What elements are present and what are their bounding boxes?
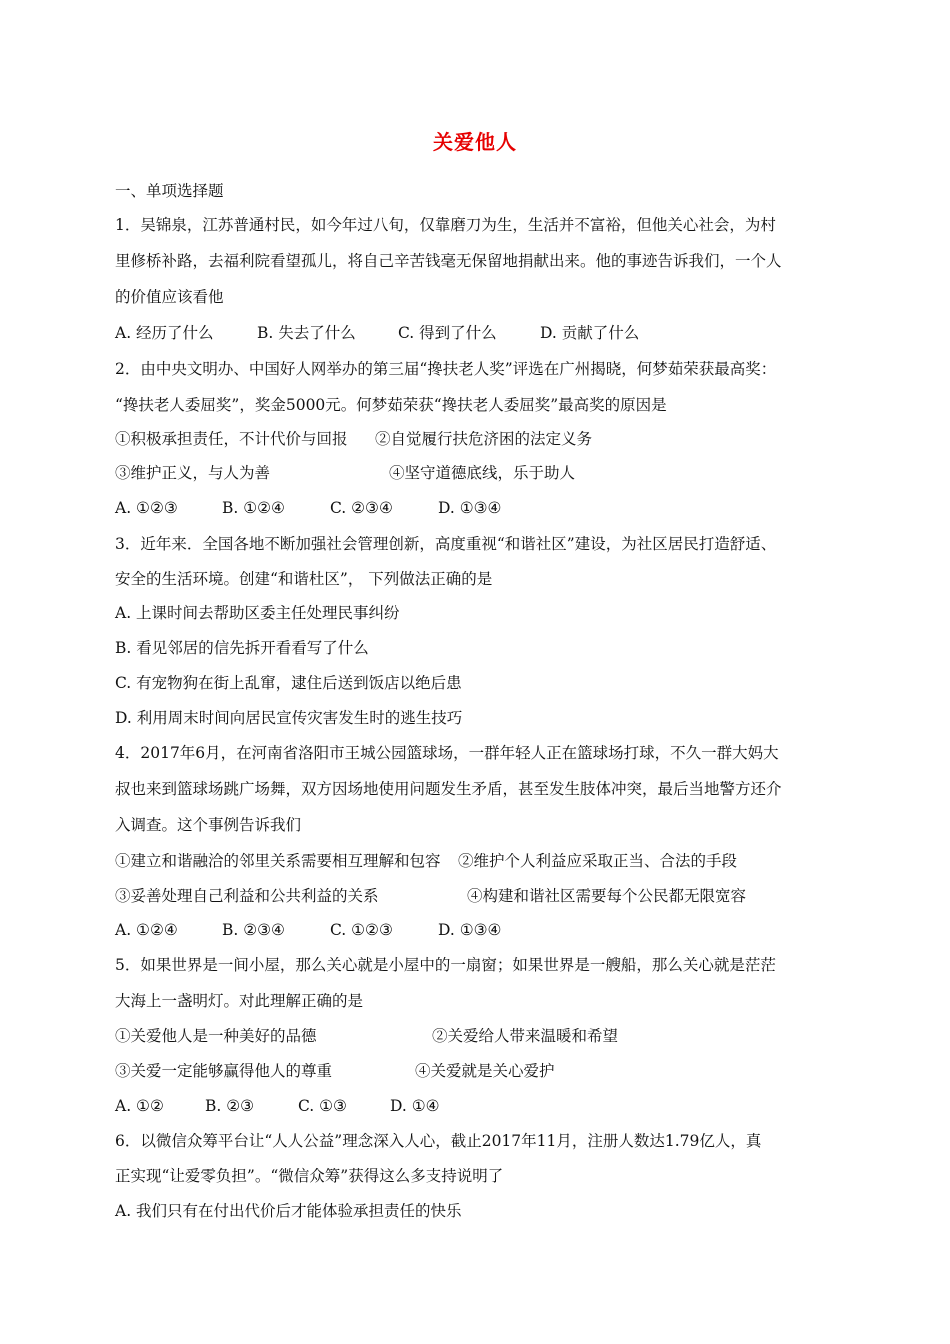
- q4-option-d: D. ①③④: [438, 921, 502, 939]
- q4-item-1: ①建立和谐融洽的邻里关系需要相互理解和包容: [115, 852, 441, 870]
- q4-line-1: 4．2017年6月，在河南省洛阳市王城公园篮球场，一群年轻人正在篮球场打球，不久一群大妈大: [115, 744, 779, 762]
- q5-item-2: ②关爱给人带来温暖和希望: [432, 1027, 619, 1045]
- q5-item-3: ③关爱一定能够赢得他人的尊重: [115, 1062, 333, 1080]
- q4-option-c: C. ①②③: [330, 921, 393, 939]
- q2-line-1: 2．由中央文明办、中国好人网举办的第三届“搀扶老人奖”评选在广州揭晓，何梦茹荣获最高奖：: [115, 360, 777, 378]
- section-heading: 一、单项选择题: [115, 182, 224, 200]
- q5-option-b: B. ②③: [205, 1097, 255, 1115]
- q5-option-d: D. ①④: [390, 1097, 440, 1115]
- q5-option-a: A. ①②: [115, 1097, 164, 1115]
- q4-item-3: ③妥善处理自己利益和公共利益的关系: [115, 887, 379, 905]
- q2-item-2: ②自觉履行扶危济困的法定义务: [375, 430, 593, 448]
- q1-line-3: 的价值应该看他: [115, 288, 224, 306]
- q3-option-a: A. 上课时间去帮助区委主任处理民事纠纷: [115, 604, 400, 622]
- q1-option-a: A. 经历了什么: [115, 324, 214, 342]
- q2-item-1: ①积极承担责任，不计代价与回报: [115, 430, 348, 448]
- q6-line-2: 正实现“让爱零负担”。“微信众筹”获得这么多支持说明了: [115, 1167, 504, 1185]
- q2-option-b: B. ①②④: [222, 499, 285, 517]
- q2-option-d: D. ①③④: [438, 499, 502, 517]
- q4-item-2: ②维护个人利益应采取正当、合法的手段: [458, 852, 738, 870]
- q4-item-4: ④构建和谐社区需要每个公民都无限宽容: [467, 887, 747, 905]
- q5-option-c: C. ①③: [298, 1097, 347, 1115]
- q5-item-4: ④关爱就是关心爱护: [415, 1062, 555, 1080]
- q2-item-4: ④坚守道德底线，乐于助人: [389, 464, 576, 482]
- q4-line-2: 叔也来到篮球场跳广场舞，双方因场地使用问题发生矛盾，甚至发生肢体冲突，最后当地警方还介: [115, 780, 782, 798]
- q6-option-a: A. 我们只有在付出代价后才能体验承担责任的快乐: [115, 1202, 462, 1220]
- q2-option-c: C. ②③④: [330, 499, 393, 517]
- q4-line-3: 入调查。这个事例告诉我们: [115, 816, 302, 834]
- q5-line-2: 大海上一盏明灯。对此理解正确的是: [115, 992, 364, 1010]
- q1-option-c: C. 得到了什么: [398, 324, 497, 342]
- q2-option-a: A. ①②③: [115, 499, 178, 517]
- q2-line-2: “搀扶老人委屈奖”，奖金5000元。何梦茹荣获“搀扶老人委屈奖”最高奖的原因是: [115, 396, 667, 414]
- q1-line-1: 1．吴锦泉，江苏普通村民，如今年过八旬，仅靠磨刀为生，生活并不富裕，但他关心社会，为村: [115, 216, 776, 234]
- q5-line-1: 5．如果世界是一间小屋，那么关心就是小屋中的一扇窗；如果世界是一艘船，那么关心就是茫茫: [115, 956, 776, 974]
- q1-line-2: 里修桥补路，去福利院看望孤儿，将自己辛苦钱毫无保留地捐献出来。他的事迹告诉我们，一个人: [115, 252, 782, 270]
- q3-option-c: C. 有宠物狗在街上乱窜，逮住后送到饭店以绝后患: [115, 674, 462, 692]
- q4-option-b: B. ②③④: [222, 921, 285, 939]
- q1-option-b: B. 失去了什么: [257, 324, 356, 342]
- q1-option-d: D. 贡献了什么: [540, 324, 640, 342]
- q3-option-d: D. 利用周末时间向居民宣传灾害发生时的逃生技巧: [115, 709, 463, 727]
- q2-item-3: ③维护正义，与人为善: [115, 464, 271, 482]
- q4-option-a: A. ①②④: [115, 921, 178, 939]
- q3-line-1: 3．近年来．全国各地不断加强社会管理创新，高度重视“和谐社区”建设，为社区居民打造舒适、: [115, 535, 777, 553]
- q6-line-1: 6．以微信众筹平台让“人人公益”理念深入人心，截止2017年11月，注册人数达1.79亿人，真: [115, 1132, 762, 1150]
- page-title: 关爱他人: [433, 130, 517, 154]
- q5-item-1: ①关爱他人是一种美好的品德: [115, 1027, 317, 1045]
- q3-line-2: 安全的生活环境。创建“和谐杜区”， 下列做法正确的是: [115, 570, 493, 588]
- q3-option-b: B. 看见邻居的信先拆开看看写了什么: [115, 639, 369, 657]
